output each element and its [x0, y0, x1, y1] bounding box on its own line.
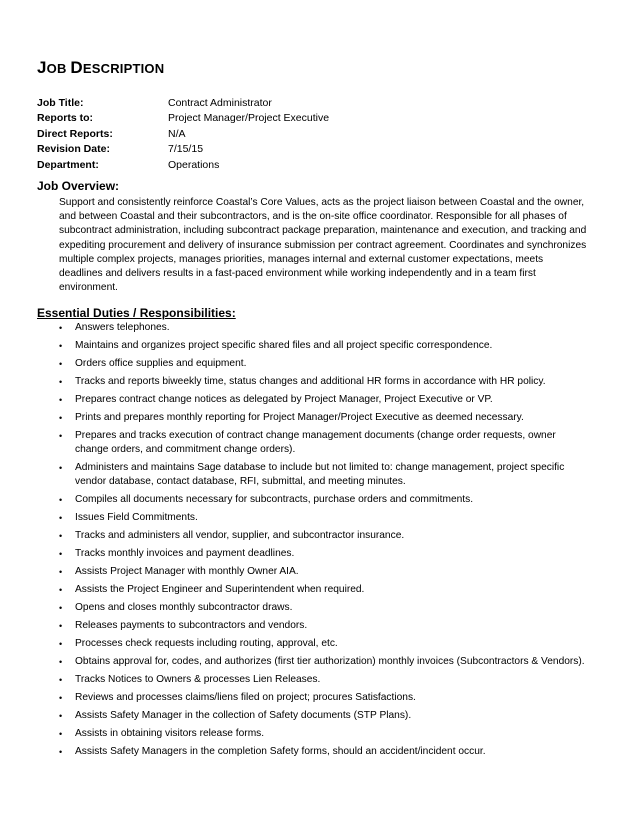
list-item	[59, 547, 587, 561]
duty-text: Assists Project Manager with monthly Owner AIA.	[75, 566, 299, 578]
list-item	[59, 511, 587, 525]
duty-text: Assists Safety Managers in the completion Safety forms, should an accident/incident occur.	[75, 746, 486, 758]
duty-text: Assists in obtaining visitors release forms.	[75, 728, 265, 740]
list-item	[59, 619, 587, 633]
bullet-icon: •	[59, 413, 63, 423]
list-item	[59, 601, 587, 615]
duty-text: Releases payments to subcontractors and vendors.	[75, 620, 308, 632]
detail-value: Project Manager/Project Executive	[168, 112, 330, 125]
bullet-icon: •	[59, 603, 63, 614]
list-item	[59, 429, 587, 457]
bullet-icon: •	[59, 463, 63, 474]
detail-label: Direct Reports:	[37, 127, 113, 140]
title-initial-j: J	[37, 58, 47, 77]
detail-value: Contract Administrator	[168, 97, 272, 109]
list-item	[59, 637, 587, 651]
list-item	[59, 673, 587, 687]
list-item	[59, 493, 587, 507]
duty-text: Maintains and organizes project specific shared files and all project specific correspondence.	[75, 340, 493, 351]
bullet-icon: •	[59, 693, 63, 704]
duty-text: Prints and prepares monthly reporting for Project Manager/Project Executive as deemed necessary.	[75, 412, 524, 423]
list-item	[59, 655, 587, 669]
duty-text: Orders office supplies and equipment.	[75, 358, 247, 369]
duty-text: Issues Field Commitments.	[75, 512, 198, 524]
detail-label: Department:	[37, 158, 99, 171]
detail-label: Revision Date:	[37, 143, 110, 156]
detail-row	[37, 158, 329, 173]
title-rest-job: OB	[46, 61, 71, 76]
job-details	[37, 96, 329, 173]
list-item	[59, 375, 587, 389]
duty-text: Tracks monthly invoices and payment deadlines.	[75, 548, 295, 560]
bullet-icon: •	[59, 549, 63, 560]
bullet-icon: •	[59, 639, 63, 650]
list-item	[59, 357, 587, 371]
list-item	[59, 727, 587, 741]
list-item	[59, 393, 587, 407]
duty-text: Prepares and tracks execution of contract change management documents (change order requests, owner change orders, and commitment change orders).	[75, 430, 556, 456]
bullet-icon: •	[59, 531, 63, 542]
duty-text: Opens and closes monthly subcontractor draws.	[75, 602, 293, 614]
duty-text: Tracks and administers all vendor, supplier, and subcontractor insurance.	[75, 530, 405, 542]
detail-row	[37, 142, 329, 157]
job-overview-text: Support and consistently reinforce Coastal’s Core Values, acts as the project liaison between Coastal and the owner, and between Coastal and their subcontractors, and is the on-site office coordinator. Responsible for all phases of subcontract administration, including subcontract package preparation, maintenance and execution, and tracking and expediting procurement and delivery of insurance submission per contract agreement. Coordinates and synchronizes multiple complex projects, manages priorities, manages internal and external customer expectations, meets deadlines and delivers results in a fast-paced environment while working independently and in a team first environment.	[59, 197, 587, 294]
list-item	[59, 745, 587, 759]
bullet-icon: •	[59, 341, 63, 351]
bullet-icon: •	[59, 323, 63, 333]
list-item	[59, 529, 587, 543]
title-initial-d: D	[70, 58, 83, 77]
detail-value: Operations	[168, 158, 220, 171]
duty-text: Assists the Project Engineer and Superintendent when required.	[75, 584, 365, 596]
detail-label: Job Title:	[37, 97, 84, 109]
bullet-icon: •	[59, 729, 63, 740]
duty-text: Processes check requests including routing, approval, etc.	[75, 638, 338, 650]
duty-text: Compiles all documents necessary for subcontracts, purchase orders and commitments.	[75, 494, 474, 506]
duty-text: Reviews and processes claims/liens filed on project; procures Satisfactions.	[75, 692, 416, 704]
list-item	[59, 583, 587, 597]
duty-text: Administers and maintains Sage database to include but not limited to: change management, project specific vendor database, contact database, RFI, submittal, and meeting minutes.	[75, 462, 565, 488]
detail-label: Reports to:	[37, 112, 93, 125]
list-item	[59, 565, 587, 579]
bullet-icon: •	[59, 359, 63, 369]
bullet-icon: •	[59, 495, 63, 506]
list-item	[59, 321, 587, 335]
detail-value: N/A	[168, 127, 186, 140]
list-item	[59, 691, 587, 705]
duty-text: Assists Safety Manager in the collection of Safety documents (STP Plans).	[75, 710, 412, 722]
duty-text: Tracks Notices to Owners & processes Lien Releases.	[75, 674, 321, 686]
bullet-icon: •	[59, 395, 63, 405]
list-item	[59, 411, 587, 425]
duty-text: Tracks and reports biweekly time, status changes and additional HR forms in accordance with HR policy.	[75, 376, 546, 387]
list-item	[59, 709, 587, 723]
detail-row	[37, 127, 329, 142]
list-item	[59, 461, 587, 489]
duties-list	[59, 321, 587, 763]
document-title	[37, 58, 164, 78]
bullet-icon: •	[59, 585, 63, 596]
bullet-icon: •	[59, 513, 63, 524]
detail-value: 7/15/15	[168, 143, 204, 156]
essential-duties-heading: Essential Duties / Responsibilities:	[37, 306, 236, 320]
bullet-icon: •	[59, 711, 63, 722]
bullet-icon: •	[59, 377, 63, 387]
bullet-icon: •	[59, 431, 63, 441]
bullet-icon: •	[59, 657, 63, 668]
detail-row	[37, 96, 329, 111]
detail-row	[37, 111, 329, 126]
job-overview-heading: Job Overview:	[37, 179, 120, 193]
duty-text: Prepares contract change notices as delegated by Project Manager, Project Executive or VP.	[75, 394, 493, 405]
duty-text: Obtains approval for, codes, and authorizes (first tier authorization) monthly invoices (Subcontractors & Vendors).	[75, 656, 585, 668]
bullet-icon: •	[59, 675, 63, 686]
bullet-icon: •	[59, 567, 63, 578]
list-item	[59, 339, 587, 353]
bullet-icon: •	[59, 621, 63, 632]
title-rest-description: ESCRIPTION	[82, 61, 165, 76]
bullet-icon: •	[59, 747, 63, 758]
duty-text: Answers telephones.	[75, 322, 170, 333]
